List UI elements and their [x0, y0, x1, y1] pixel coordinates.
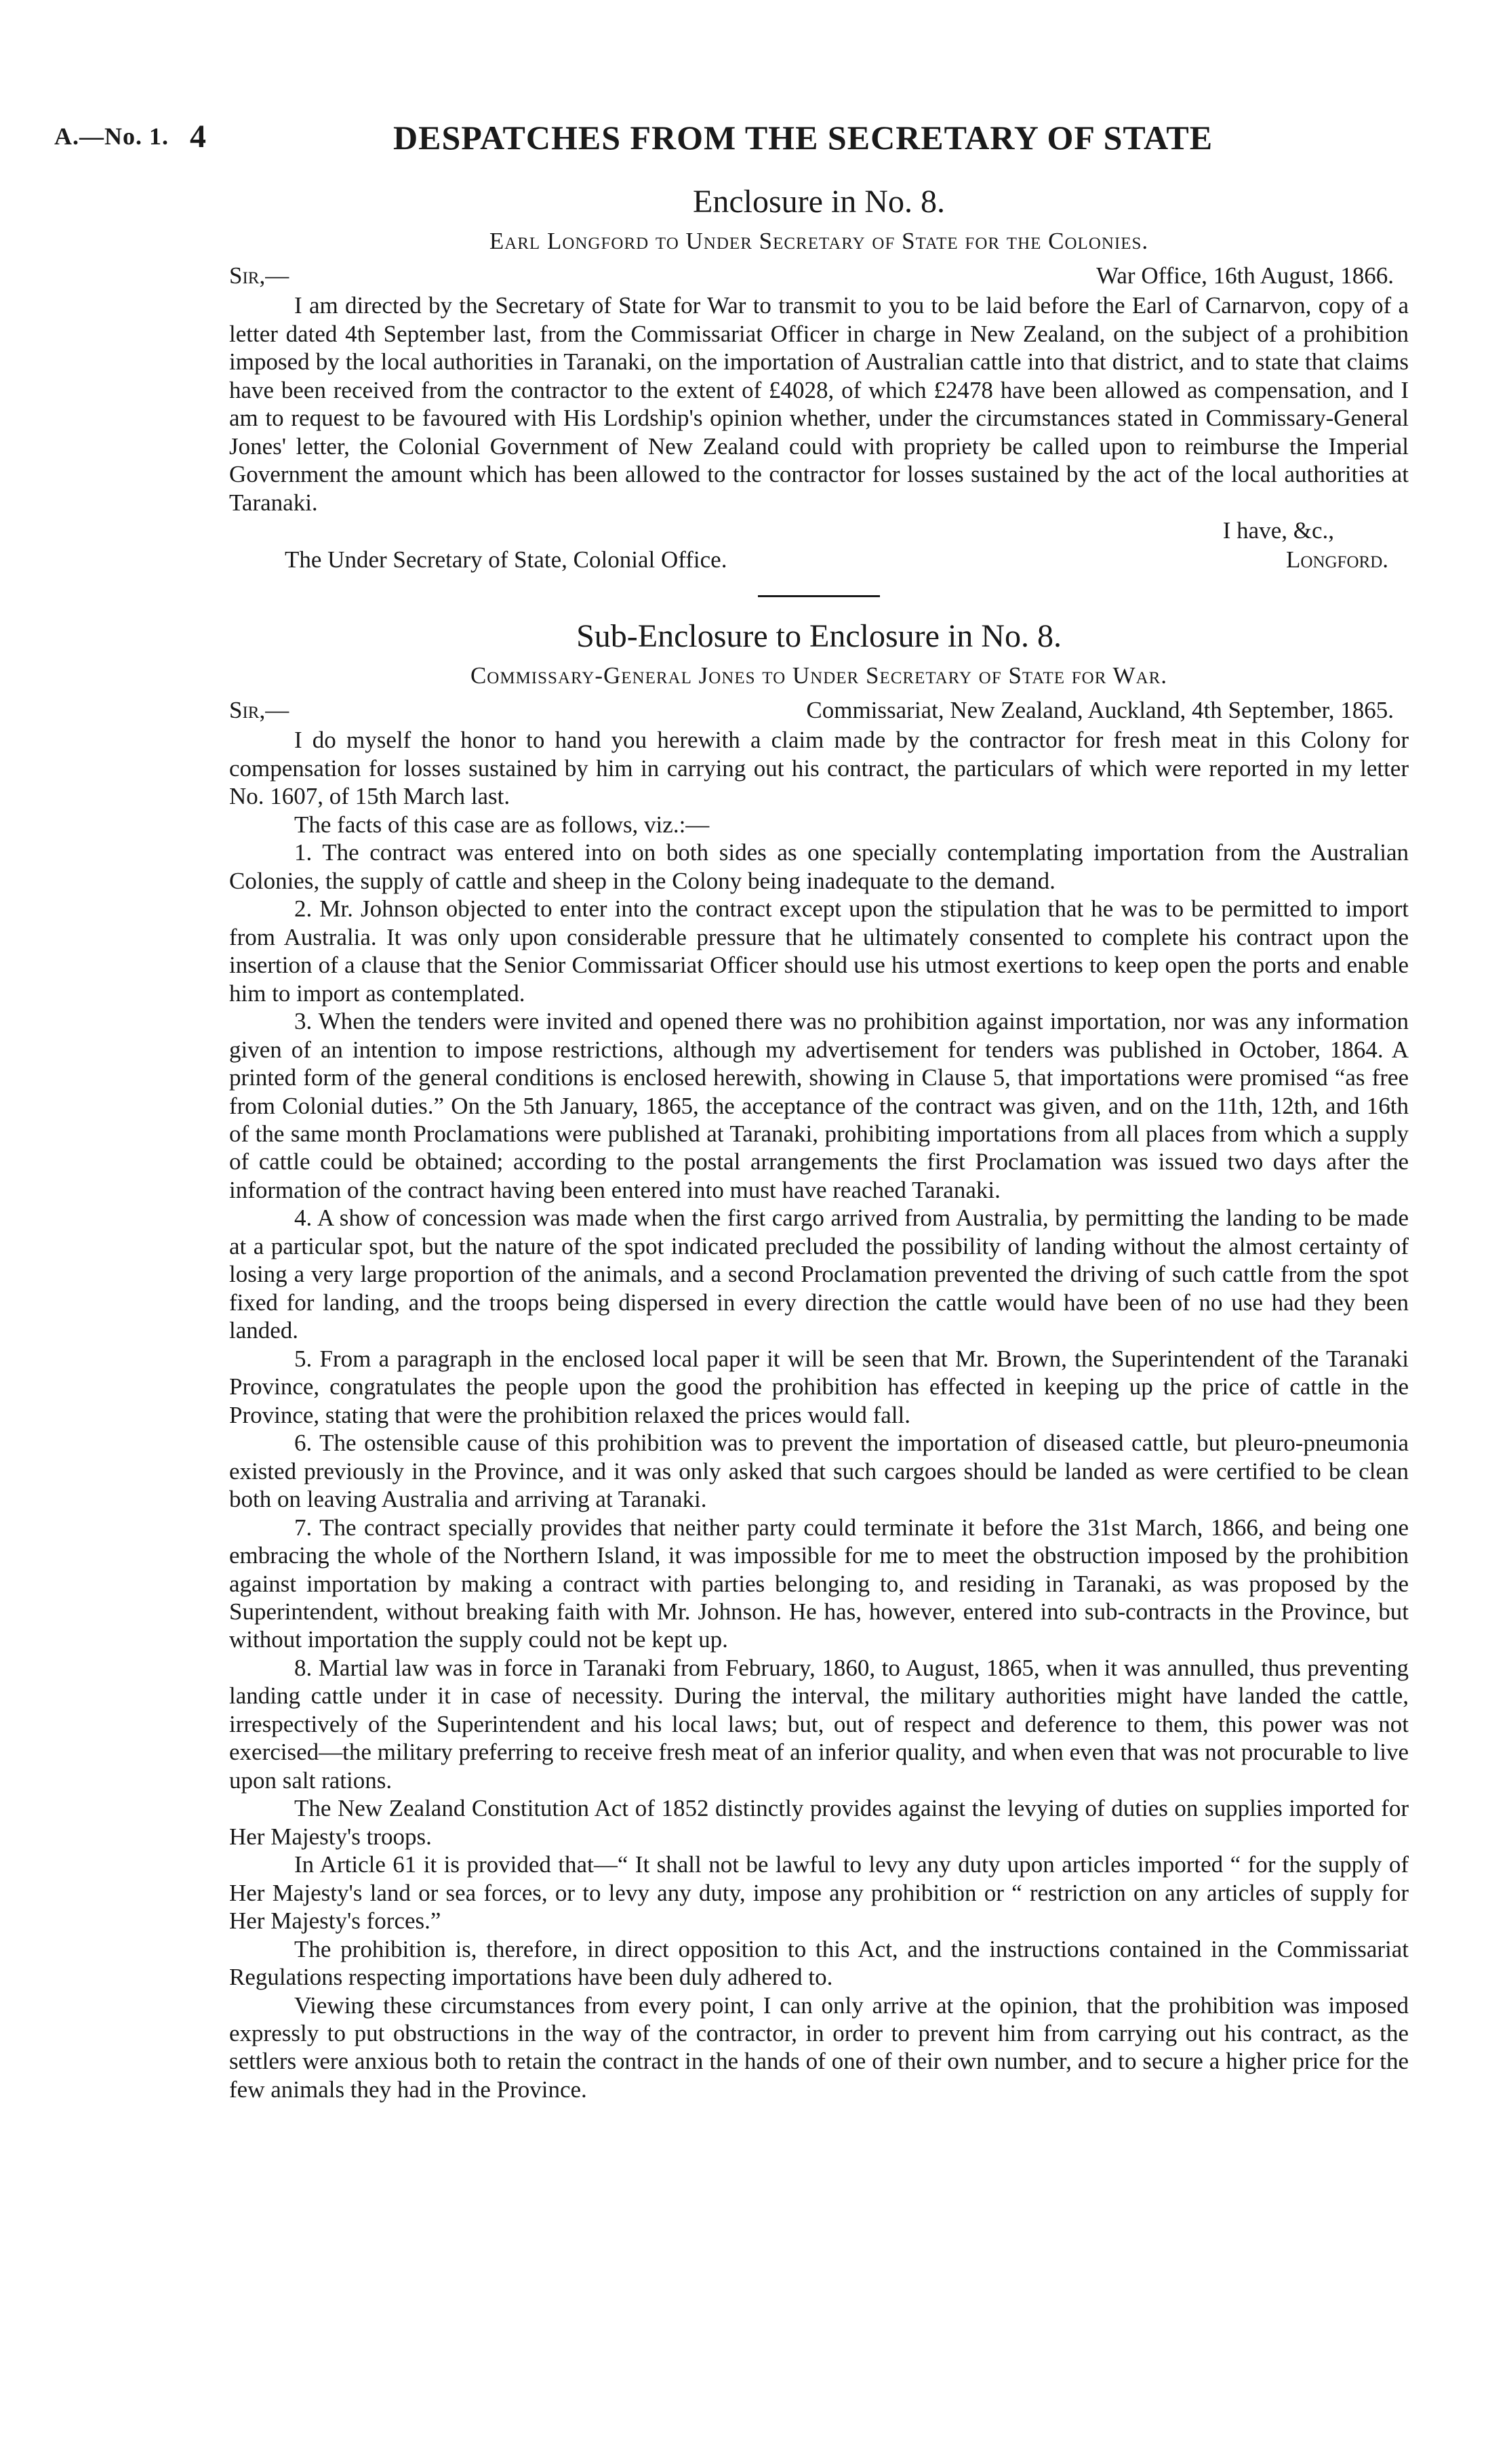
- paragraph: 8. Martial law was in force in Taranaki from February, 1860, to August, 1865, when it was annulled, thus preventing landing cattle under it in case of necessity. During the interval, the military authorities might have landed the cattle, irrespectively of the Superintendent and his local laws; but, out of respect and deference to them, this power was not exercised—the military preferring to receive fresh meat of an inferior quality, and when even that was not procurable to live upon salt rations.: [229, 1654, 1409, 1794]
- enclosure-signature: Longford.: [1286, 546, 1388, 573]
- sub-enclosure-section: [229, 618, 1409, 2103]
- enclosure-closing-formula: I have, &c.,: [1222, 517, 1334, 544]
- sub-enclosure-from-line: [229, 696, 1409, 726]
- paragraph: In Article 61 it is provided that—“ It shall not be lawful to levy any duty upon articles imported “ for the supply of Her Majesty's land or sea forces, or to levy any duty, impose any prohibition or “ restriction on any articles of supply for Her Majesty's forces.”: [229, 1851, 1409, 1935]
- running-header: [54, 118, 1342, 159]
- document-body: [229, 183, 1409, 2103]
- paragraph: The New Zealand Constitution Act of 1852 distinctly provides against the levying of duties on supplies imported for Her Majesty's troops.: [229, 1795, 1409, 1850]
- page-number: 4: [190, 119, 206, 155]
- paragraph: 4. A show of concession was made when the first cargo arrived from Australia, by permitting the landing to be made at a particular spot, but the nature of the spot indicated precluded the possibility of landing without the almost certainty of losing a very large proportion of the animals, and a second Proclamation prevented the driving of such cattle from the spot fixed for landing, and the troops being dispersed in every direction the cattle would have been of no use had they been landed.: [229, 1205, 1409, 1344]
- sub-enclosure-subtitle: Commissary-General Jones to Under Secretary of State for War.: [470, 662, 1168, 689]
- paragraph: The facts of this case are as follows, viz.:—: [294, 811, 710, 838]
- enclosure-title: Enclosure in No. 8.: [693, 184, 945, 220]
- enclosure-paragraph: I am directed by the Secretary of State for War to transmit to you to be laid before the Earl of Carnarvon, copy of a letter dated 4th September last, from the Commissariat Officer in charge in New Zealand, on the subject of a prohibition imposed by the local authorities in Taranaki, on the importation of Australian cattle into that district, and to state that claims have been received from the contractor to the extent of £4028, of which £2478 have been allowed as compensation, and I am to request to be favoured with His Lordship's opinion whether, under the circumstances stated in Commissary-General Jones' letter, the Colonial Government of New Zealand could with propriety be called upon to reimburse the Imperial Government the amount which has been allowed to the contractor for losses sustained by the act of the local authorities at Taranaki.: [229, 292, 1409, 516]
- enclosure-place-date: War Office, 16th August, 1866.: [1096, 262, 1394, 289]
- section-divider: [758, 595, 880, 597]
- enclosure-section: [229, 183, 1409, 575]
- enclosure-closing: [229, 517, 1409, 575]
- paragraph: 1. The contract was entered into on both sides as one specially contemplating importation from the Australian Colonies, the supply of cattle and sheep in the Colony being inadequate to the demand.: [229, 839, 1409, 894]
- paragraph: 5. From a paragraph in the enclosed local paper it will be seen that Mr. Brown, the Superintendent of the Taranaki Province, congratulates the people upon the good the prohibition has effected in keeping up the price of cattle in the Province, stating that were the prohibition relaxed the prices would fall.: [229, 1345, 1409, 1428]
- sub-enclosure-title: Sub-Enclosure to Enclosure in No. 8.: [576, 618, 1062, 655]
- paragraph: 7. The contract specially provides that neither party could terminate it before the 31st March, 1866, and being one embracing the whole of the Northern Island, it was impossible for me to meet the obstruction imposed by the prohibition against importation by making a contract with parties belonging to, and residing in Taranaki, as was proposed by the Superintendent, without breaking faith with Mr. Johnson. He has, however, entered into sub-contracts in the Province, but without importation the supply could not be kept up.: [229, 1514, 1409, 1653]
- enclosure-subtitle: Earl Longford to Under Secretary of State for the Colonies.: [489, 227, 1149, 254]
- paragraph: 6. The ostensible cause of this prohibition was to prevent the importation of diseased cattle, but pleuro-pneumonia existed previously in the Province, and it was only asked that such cargoes should be landed as were certified to be clean both on leaving Australia and arriving at Taranaki.: [229, 1430, 1409, 1513]
- paragraph: 3. When the tenders were invited and opened there was no prohibition against importation, nor was any information given of an intention to impose restrictions, although my advertisement for tenders was published in October, 1864. A printed form of the general conditions is enclosed herewith, showing in Clause 5, that importations were promised “as free from Colonial duties.” On the 5th January, 1865, the acceptance of the contract was given, and on the 11th, 12th, and 16th of the same month Proclamations were published at Taranaki, prohibiting importations from all places from which a supply of cattle could be obtained; according to the postal arrangements the first Proclamation was issued two days after the information of the contract having been entered into must have reached Taranaki.: [229, 1008, 1409, 1203]
- sub-enclosure-place-date: Commissariat, New Zealand, Auckland, 4th September, 1865.: [806, 697, 1394, 724]
- sub-enclosure-salutation: Sir,—: [229, 697, 289, 724]
- paragraph: I do myself the honor to hand you herewith a claim made by the contractor for fresh meat in this Colony for compensation for losses sustained by him in carrying out his contract, the particulars of which were reported in my letter No. 1607, of 15th March last.: [229, 727, 1409, 810]
- paragraph: Viewing these circumstances from every point, I can only arrive at the opinion, that the prohibition was imposed expressly to put obstructions in the way of the contractor, in order to prevent him from carrying out his contract, as the settlers were anxious both to retain the contract in the hands of one of their own number, and to secure a higher price for the few animals they had in the Province.: [229, 1992, 1409, 2103]
- enclosure-salutation: Sir,—: [229, 262, 289, 289]
- series-number: A.—No. 1.: [54, 123, 169, 150]
- paragraph: 2. Mr. Johnson objected to enter into the contract except upon the stipulation that he was to be permitted to import from Australia. It was only upon considerable pressure that he ultimately consented to complete his contract upon the insertion of a clause that the Senior Commissariat Officer should use his utmost exertions to keep open the ports and enable him to import as contemplated.: [229, 895, 1409, 1007]
- running-title: DESPATCHES FROM THE SECRETARY OF STATE: [393, 119, 1213, 157]
- paragraph: The prohibition is, therefore, in direct opposition to this Act, and the instructions contained in the Commissariat Regulations respecting importations have been duly adhered to.: [229, 1935, 1409, 1991]
- enclosure-addressee: The Under Secretary of State, Colonial Office.: [285, 546, 727, 573]
- enclosure-from-line: [229, 262, 1409, 291]
